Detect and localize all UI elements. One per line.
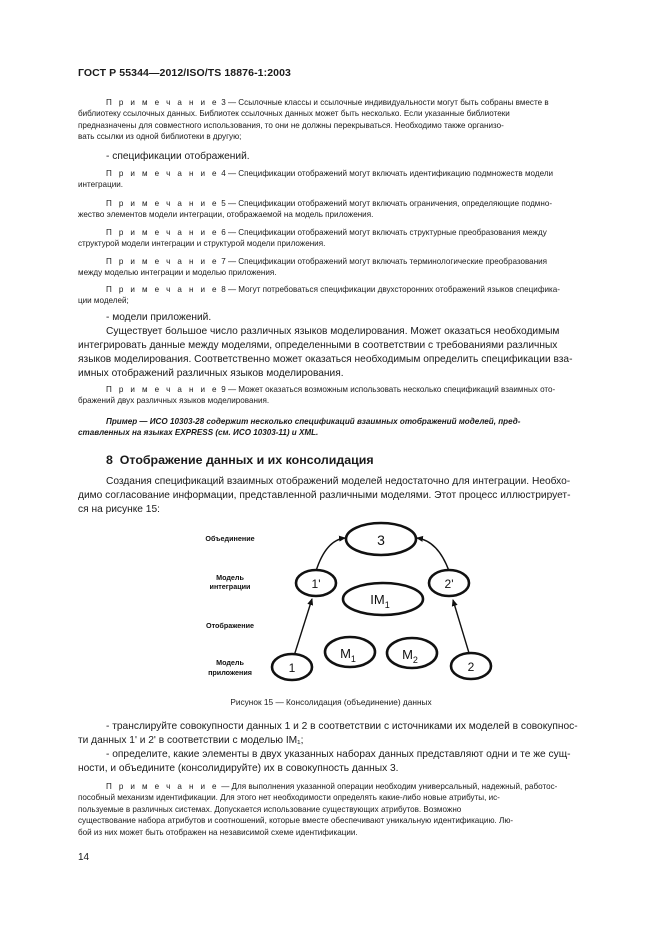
note-text: 6 — Спецификации отображений могут включать структурные преобразования между (218, 228, 547, 237)
note-text: между моделью интеграции и моделью приложения. (78, 268, 277, 278)
bullet-line: ти данных 1' и 2' в соответствии с моделью IM₁; (78, 734, 304, 746)
level-label-application-2: приложения (208, 668, 252, 677)
note-text: предназначены для совместного использования, то они не должны перекрываться. Необходимо также организо- (78, 120, 504, 130)
arrow-app2-to-int2 (453, 600, 469, 653)
note-text: 8 — Могут потребоваться спецификации двухсторонних отображений языков специфика- (218, 285, 560, 294)
document-header: ГОСТ Р 55344—2012/ISO/TS 18876-1:2003 (78, 67, 291, 79)
arc-left-to-top (316, 538, 345, 571)
note-label: П р и м е ч а н и е (106, 199, 219, 208)
note-label: П р и м е ч а н и е (106, 782, 219, 791)
note-label: П р и м е ч а н и е (106, 98, 219, 107)
note-text: 3 — Ссылочные классы и ссылочные индивидуальности могут быть собраны вместе в (218, 98, 549, 107)
note-label: П р и м е ч а н и е (106, 285, 219, 294)
section-title: Отображение данных и их консолидация (119, 453, 374, 467)
note-text: структурой модели интеграции и структурой модели приложения. (78, 239, 326, 249)
level-label-union: Объединение (205, 534, 255, 543)
page-number: 14 (78, 852, 90, 863)
note-text: бой из них может быть отображен на независимой схеме идентификации. (78, 827, 358, 837)
node-int-left-label: 1' (311, 577, 321, 591)
node-app-left-label: 1 (288, 661, 296, 675)
example-line: ставленных на языках EXPRESS (см. ИСО 10303-11) и XML. (78, 428, 319, 438)
paragraph-line: имных отображений различных языков моделирования. (78, 367, 344, 379)
note-text: интеграции. (78, 180, 123, 190)
arrow-app1-to-int1 (294, 599, 312, 656)
note-text: существование набора атрибутов и соотношений, которые вместе обеспечивают уникальную идентификацию. Лю- (78, 816, 514, 826)
node-m1-label: $M_1$ (340, 646, 356, 664)
note-label: П р и м е ч а н и е (106, 169, 219, 178)
note-text: пользуемые в различных системах. Допускается использование существующих атрибутов. Возможно (78, 804, 462, 814)
figure-caption: Рисунок 15 — Консолидация (объединение) данных (230, 697, 432, 707)
level-label-application: Модель (216, 658, 244, 667)
node-im-label: $IM_1$ (370, 592, 390, 610)
note-text: ции моделей; (78, 296, 129, 306)
node-app-right-label: 2 (467, 660, 475, 674)
list-item-spec: - спецификации отображений. (106, 151, 250, 162)
note-text: библиотеку ссылочных данных. Библиотек ссылочных данных может быть несколько. Если указанные библиотеки (78, 109, 510, 119)
note-label: П р и м е ч а н и е (106, 385, 219, 394)
note-text: 4 — Спецификации отображений могут включать идентификацию подмножеств модели (218, 169, 554, 178)
bullet-line: - определите, какие элементы в двух указанных наборах данных представляют одни и те же сущ- (106, 749, 571, 760)
note-identification (78, 781, 584, 838)
paragraph-line: интегрировать данные между моделями, определенными в соответствии с требованиями различных (78, 339, 558, 351)
node-top-label: 3 (377, 532, 385, 548)
section-number: 8 (106, 453, 113, 467)
note-text: пособный механизм идентификации. Для этого нет необходимости определять какие-либо новые атрибуты, ис- (78, 793, 500, 803)
level-label-integration: Модель (216, 573, 244, 582)
paragraph-line: ся на рисунке 15: (78, 503, 160, 515)
example-line: Пример — ИСО 10303-28 содержит несколько спецификаций взаимных отображений моделей, пред- (106, 417, 521, 426)
paragraph-line: языков моделирования. Соответственно может оказаться необходимым определить спецификации вза- (78, 353, 573, 365)
bullet-consolidate (78, 748, 584, 776)
list-item-models: - модели приложений. (106, 312, 212, 323)
note-text: жество элементов модели интеграции, отображаемой на модель приложения. (78, 210, 374, 220)
note-text: — Для выполнения указанной операции необходим универсальный, надежный, работос- (218, 782, 558, 791)
note-text: 7 — Спецификации отображений могут включать терминологические преобразования (218, 257, 548, 266)
node-int-right-label: 2' (444, 577, 454, 591)
note-text: 9 — Может оказаться возможным использовать несколько спецификаций взаимных ото- (218, 385, 556, 394)
note-label: П р и м е ч а н и е (106, 257, 219, 266)
bullet-translate (78, 720, 584, 748)
note-text: 5 — Спецификации отображений могут включать ограничения, определяющие подмно- (218, 199, 553, 208)
bullet-line: - транслируйте совокупности данных 1 и 2 в соответствии с источниками их моделей в совокупнос- (106, 721, 578, 732)
bullet-line: ности, и объедините (консолидируйте) их в совокупность данных 3. (78, 762, 399, 774)
note-text: бражений двух различных языков моделирования. (78, 396, 270, 406)
paragraph-line: Создания спецификаций взаимных отображений моделей недостаточно для интеграции. Необхо- (106, 476, 571, 487)
paragraph-line: димо согласование информации, представленной различными моделями. Этот процесс иллюстрирует- (78, 489, 571, 501)
note-text: вать ссылки из одной библиотеки в другую; (78, 132, 242, 142)
level-label-integration-2: интеграции (209, 582, 251, 591)
note-label: П р и м е ч а н и е (106, 228, 219, 237)
level-label-mapping: Отображение (206, 621, 254, 630)
paragraph-line: Существует большое число различных языков моделирования. Может оказаться необходимым (106, 326, 560, 337)
arc-right-to-top (417, 538, 449, 571)
node-m2-label: $M_2$ (402, 647, 418, 665)
